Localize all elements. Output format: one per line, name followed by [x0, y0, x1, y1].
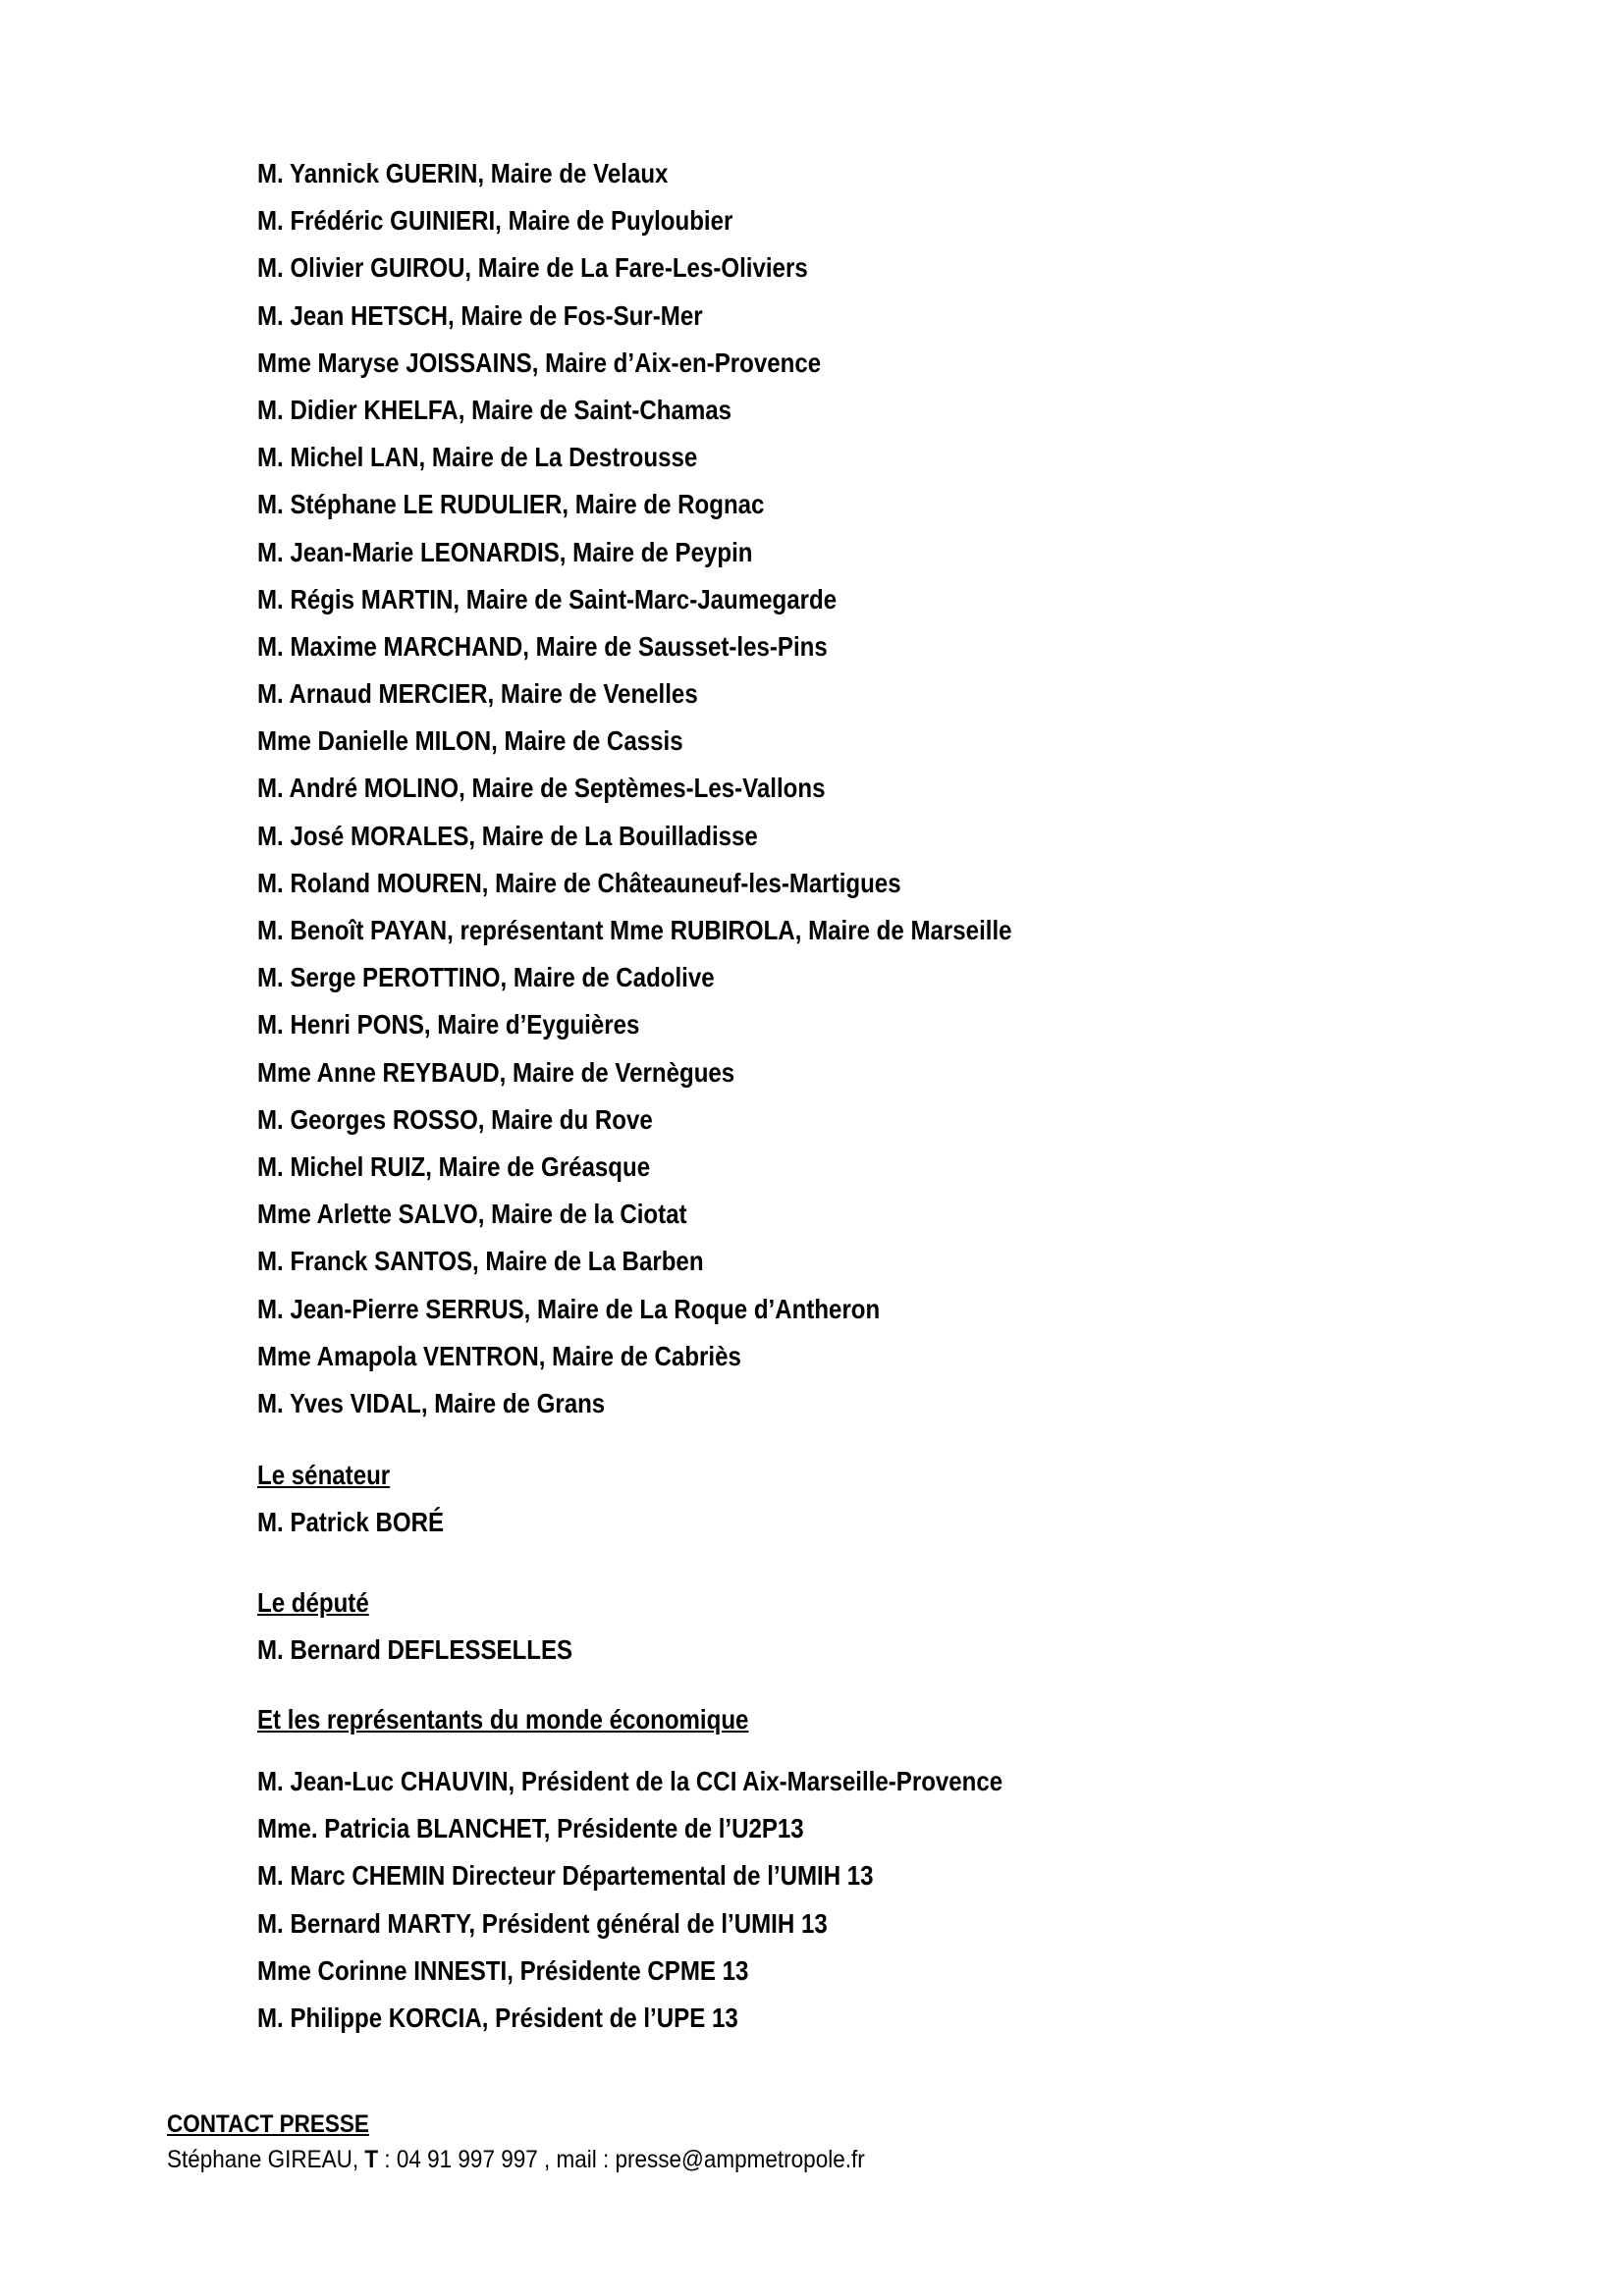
contact-line — [167, 2146, 865, 2174]
economic-section — [257, 1696, 829, 1743]
deputy-name: M. Bernard DEFLESSELLES — [257, 1634, 573, 1666]
list-item: M. André MOLINO, Maire de Septèmes-Les-Vallons — [257, 773, 826, 804]
economic-list — [257, 1758, 1124, 2042]
list-item: M. Jean-Luc CHAUVIN, Président de la CCI Aix-Marseille-Provence — [257, 1766, 1003, 1796]
list-item: M. Régis MARTIN, Maire de Saint-Marc-Jaumegarde — [257, 583, 838, 614]
list-item: M. Frédéric GUINIERI, Maire de Puyloubier — [257, 205, 733, 237]
list-item: Mme Arlette SALVO, Maire de la Ciotat — [257, 1199, 687, 1230]
list-item: M. Jean-Pierre SERRUS, Maire de La Roque d’Antheron — [257, 1293, 881, 1324]
list-item: M. Michel LAN, Maire de La Destrousse — [257, 442, 698, 473]
deputy-section — [257, 1579, 623, 1674]
list-item: M. Jean-Marie LEONARDIS, Maire de Peypin — [257, 536, 753, 567]
list-item: M. Benoît PAYAN, représentant Mme RUBIROLA, Maire de Marseille — [257, 915, 1012, 945]
senator-section — [257, 1452, 474, 1546]
list-item: M. Georges ROSSO, Maire du Rove — [257, 1103, 653, 1135]
list-item: Mme Anne REYBAUD, Maire de Vernègues — [257, 1056, 735, 1088]
contact-phone: : 04 91 997 997 , mail : — [378, 2146, 616, 2173]
list-item: M. Maxime MARCHAND, Maire de Sausset-les-Pins — [257, 630, 828, 662]
contact-email[interactable]: presse@ampmetropole.fr — [615, 2146, 865, 2173]
list-item: M. Roland MOUREN, Maire de Châteauneuf-les-Martigues — [257, 867, 901, 898]
list-item: M. Arnaud MERCIER, Maire de Venelles — [257, 678, 698, 710]
list-item: M. Yves VIDAL, Maire de Grans — [257, 1387, 606, 1418]
contact-name: Stéphane GIREAU, — [167, 2146, 365, 2173]
list-item: Mme Danielle MILON, Maire de Cassis — [257, 725, 683, 757]
list-item: Mme Maryse JOISSAINS, Maire d’Aix-en-Provence — [257, 347, 822, 378]
list-item: Mme Amapola VENTRON, Maire de Cabriès — [257, 1340, 741, 1371]
list-item: M. Michel RUIZ, Maire de Gréasque — [257, 1150, 651, 1182]
senator-name: M. Patrick BORÉ — [257, 1507, 445, 1538]
list-item: M. Henri PONS, Maire d’Eyguières — [257, 1009, 640, 1041]
economic-heading: Et les représentants du monde économique — [257, 1704, 749, 1735]
list-item: M. Bernard MARTY, Président général de l’UMIH 13 — [257, 1907, 828, 1939]
list-item: M. Didier KHELFA, Maire de Saint-Chamas — [257, 394, 732, 425]
list-item: M. Yannick GUERIN, Maire de Velaux — [257, 158, 669, 188]
list-item: M. José MORALES, Maire de La Bouilladisse — [257, 820, 758, 851]
list-item: Mme. Patricia BLANCHET, Présidente de l’U2P13 — [257, 1813, 804, 1844]
list-item: M. Stéphane LE RUDULIER, Maire de Rognac — [257, 489, 765, 520]
list-item: M. Olivier GUIROU, Maire de La Fare-Les-Oliviers — [257, 252, 808, 284]
contact-title: CONTACT PRESSE — [167, 2110, 369, 2138]
list-item: M. Philippe KORCIA, Président de l’UPE 13 — [257, 2002, 738, 2033]
list-item: Mme Corinne INNESTI, Présidente CPME 13 — [257, 1954, 749, 1986]
list-item: M. Serge PEROTTINO, Maire de Cadolive — [257, 962, 715, 993]
list-item: M. Jean HETSCH, Maire de Fos-Sur-Mer — [257, 299, 703, 331]
mayors-list — [257, 150, 1135, 1427]
senator-heading: Le sénateur — [257, 1460, 391, 1490]
deputy-heading: Le député — [257, 1587, 369, 1618]
phone-label: T — [364, 2146, 379, 2173]
list-item: M. Marc CHEMIN Directeur Départemental de l’UMIH 13 — [257, 1860, 874, 1892]
list-item: M. Franck SANTOS, Maire de La Barben — [257, 1246, 704, 1277]
